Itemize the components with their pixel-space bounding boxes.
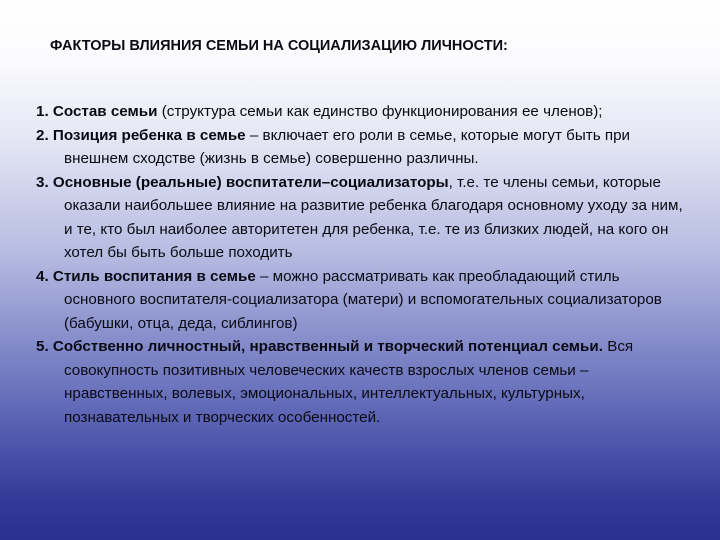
factor-text: – можно рассматривать как преобладающий стиль основного воспитателя-социализатора (матери) и вспомогательных социализаторов (бабушки, отца, деда, сиблингов) [64, 267, 662, 332]
factor-item-1 [36, 100, 688, 124]
factor-item-5 [36, 335, 688, 429]
factor-item-2 [36, 124, 688, 171]
factor-item-4 [36, 265, 688, 336]
factor-heading: Позиция ребенка в семье [52, 126, 246, 144]
factor-number: 1. [36, 103, 49, 120]
factor-text: (структура семьи как единство функционирования ее членов); [161, 103, 603, 120]
factor-heading: Собственно личностный, нравственный и творческий потенциал семьи. [52, 338, 603, 355]
factor-heading: Стиль воспитания в семье [52, 267, 256, 285]
factor-number: 5. [36, 338, 49, 355]
slide-title: ФАКТОРЫ ВЛИЯНИЯ СЕМЬИ НА СОЦИАЛИЗАЦИЮ ЛИЧНОСТИ: [50, 38, 508, 54]
factor-text: – включает его роли в семье, которые могут быть при внешнем сходстве (жизнь в семье) совершенно различны. [64, 126, 631, 167]
factor-item-3 [36, 171, 688, 265]
factor-number: 3. [36, 173, 49, 191]
factor-text: Вся совокупность позитивных человеческих качеств взрослых членов семьи – нравственных, волевых, эмоциональных, интеллектуальных, культурных, познавательных и творческих особенностей. [64, 338, 634, 426]
factor-heading: Основные (реальные) воспитатели–социализаторы [52, 173, 449, 191]
factor-list [36, 100, 688, 429]
factor-number: 4. [36, 267, 49, 285]
factor-text: , т.е. те члены семьи, которые оказали наибольшее влияние на развитие ребенка благодаря основному уходу за ним, и те, кто был наиболее авторитетен для ребенка, т.е. те из близких людей, на кого он хотел бы быть больше походить [64, 173, 683, 261]
factor-number: 2. [36, 126, 49, 144]
factor-heading: Состав семьи [52, 103, 158, 120]
